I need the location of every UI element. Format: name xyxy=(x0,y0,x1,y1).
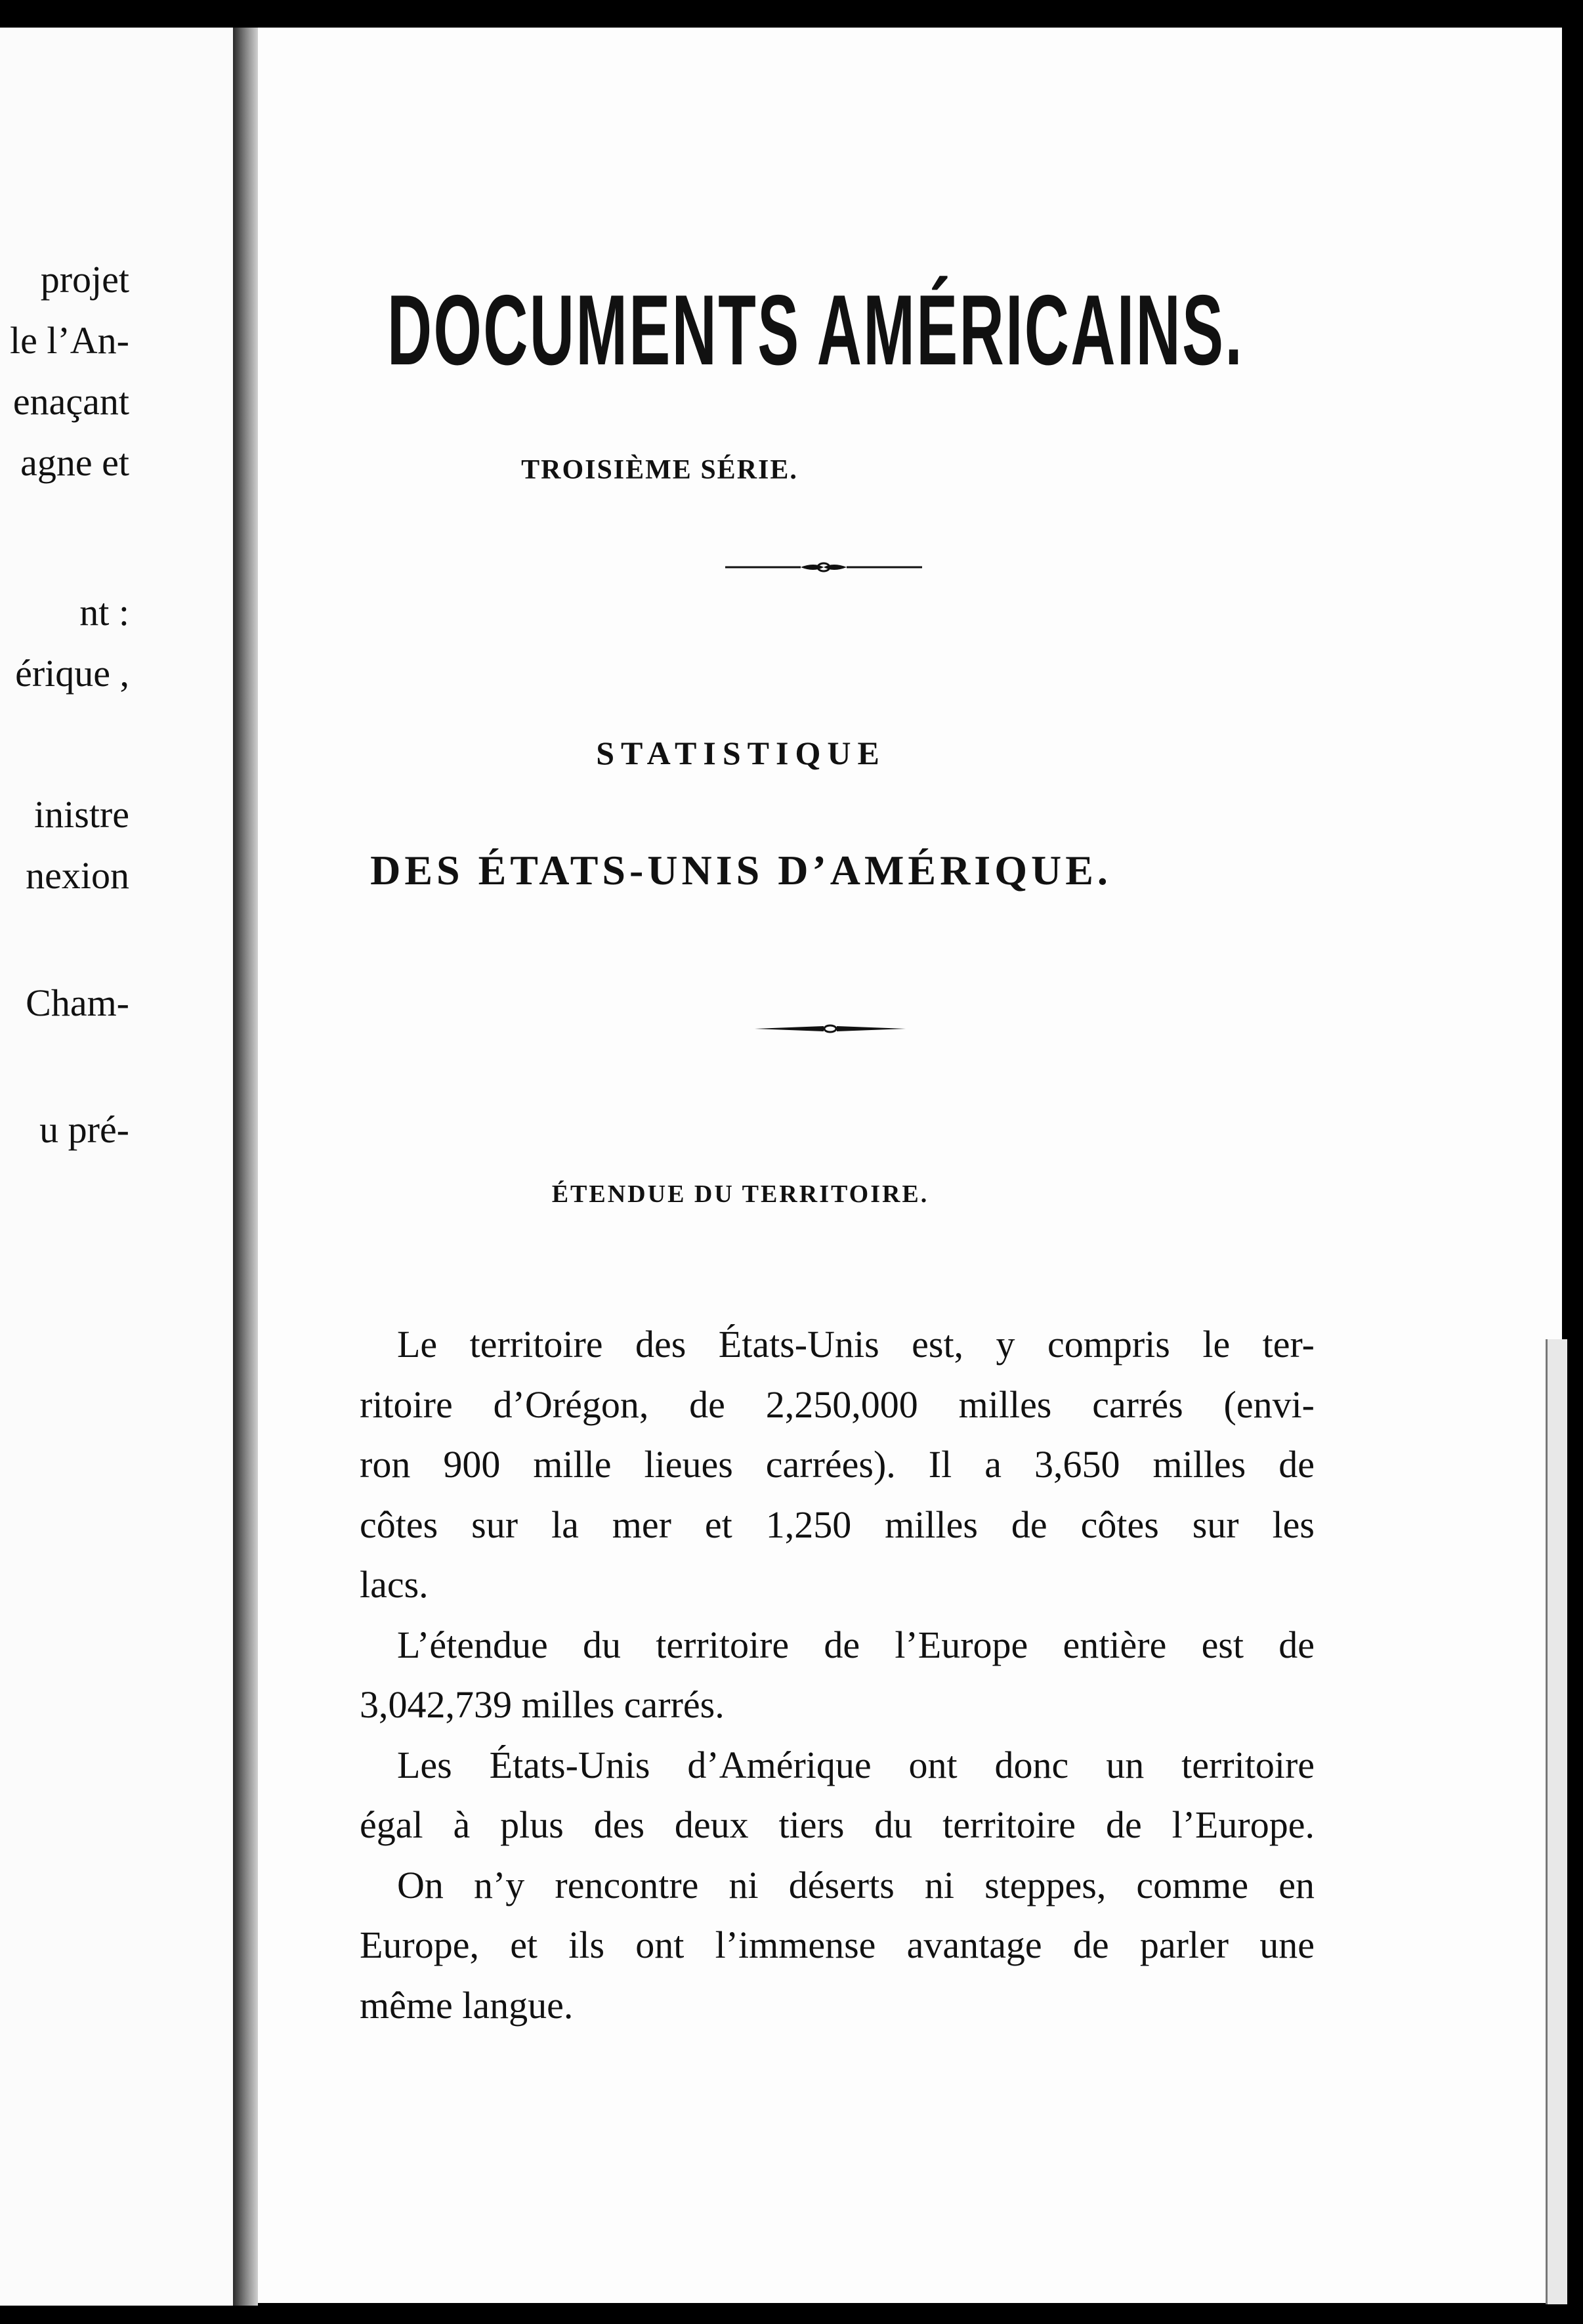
left-page-line: nexion xyxy=(26,854,129,897)
ornament-divider xyxy=(725,561,922,574)
text-line: côtes sur la mer et 1,250 milles de côtes sur les xyxy=(360,1503,1315,1546)
page xyxy=(258,28,1562,2303)
body-text xyxy=(360,1314,1315,2035)
main-title: DOCUMENTS AMÉRICAINS. xyxy=(387,274,1244,386)
left-page-line: le l’An- xyxy=(10,319,129,362)
ornament-divider xyxy=(755,1022,906,1036)
text-line: lacs. xyxy=(360,1563,429,1606)
left-page-line: u pré- xyxy=(39,1108,129,1151)
text-line: Le territoire des États-Unis est, y compris le ter- xyxy=(397,1323,1315,1366)
text-line: Les États-Unis d’Amérique ont donc un territoire xyxy=(397,1743,1315,1786)
statistics-subtitle: DES ÉTATS-UNIS D’AMÉRIQUE. xyxy=(370,847,1112,893)
left-page-line: projet xyxy=(40,258,129,301)
text-line: égal à plus des deux tiers du territoire de l’Europe. xyxy=(360,1803,1315,1846)
left-page-fragment xyxy=(0,28,233,2306)
left-page-line: agne et xyxy=(20,441,129,484)
text-line: même langue. xyxy=(360,1983,574,2027)
book-gutter xyxy=(233,28,258,2306)
series-subtitle: TROISIÈME SÉRIE. xyxy=(521,455,798,485)
text-line: ron 900 mille lieues carrées). Il a 3,650 milles de xyxy=(360,1443,1315,1486)
page-edge xyxy=(1546,1339,1567,2304)
left-page-line: enaçant xyxy=(12,380,129,423)
text-line: 3,042,739 milles carrés. xyxy=(360,1683,725,1726)
left-page-line: inistre xyxy=(34,793,129,836)
text-line: ritoire d’Orégon, de 2,250,000 milles carrés (envi- xyxy=(360,1383,1315,1426)
text-line: Europe, et ils ont l’immense avantage de parler une xyxy=(360,1924,1315,1966)
left-page-line: érique , xyxy=(15,652,129,695)
text-line: L’étendue du territoire de l’Europe entière est de xyxy=(397,1623,1315,1666)
text-line: On n’y rencontre ni déserts ni steppes, comme en xyxy=(397,1863,1315,1906)
statistics-title: STATISTIQUE xyxy=(596,735,886,771)
section-heading: ÉTENDUE DU TERRITOIRE. xyxy=(551,1180,929,1208)
left-page-line: Cham- xyxy=(26,981,129,1024)
left-page-line: nt : xyxy=(79,591,129,634)
